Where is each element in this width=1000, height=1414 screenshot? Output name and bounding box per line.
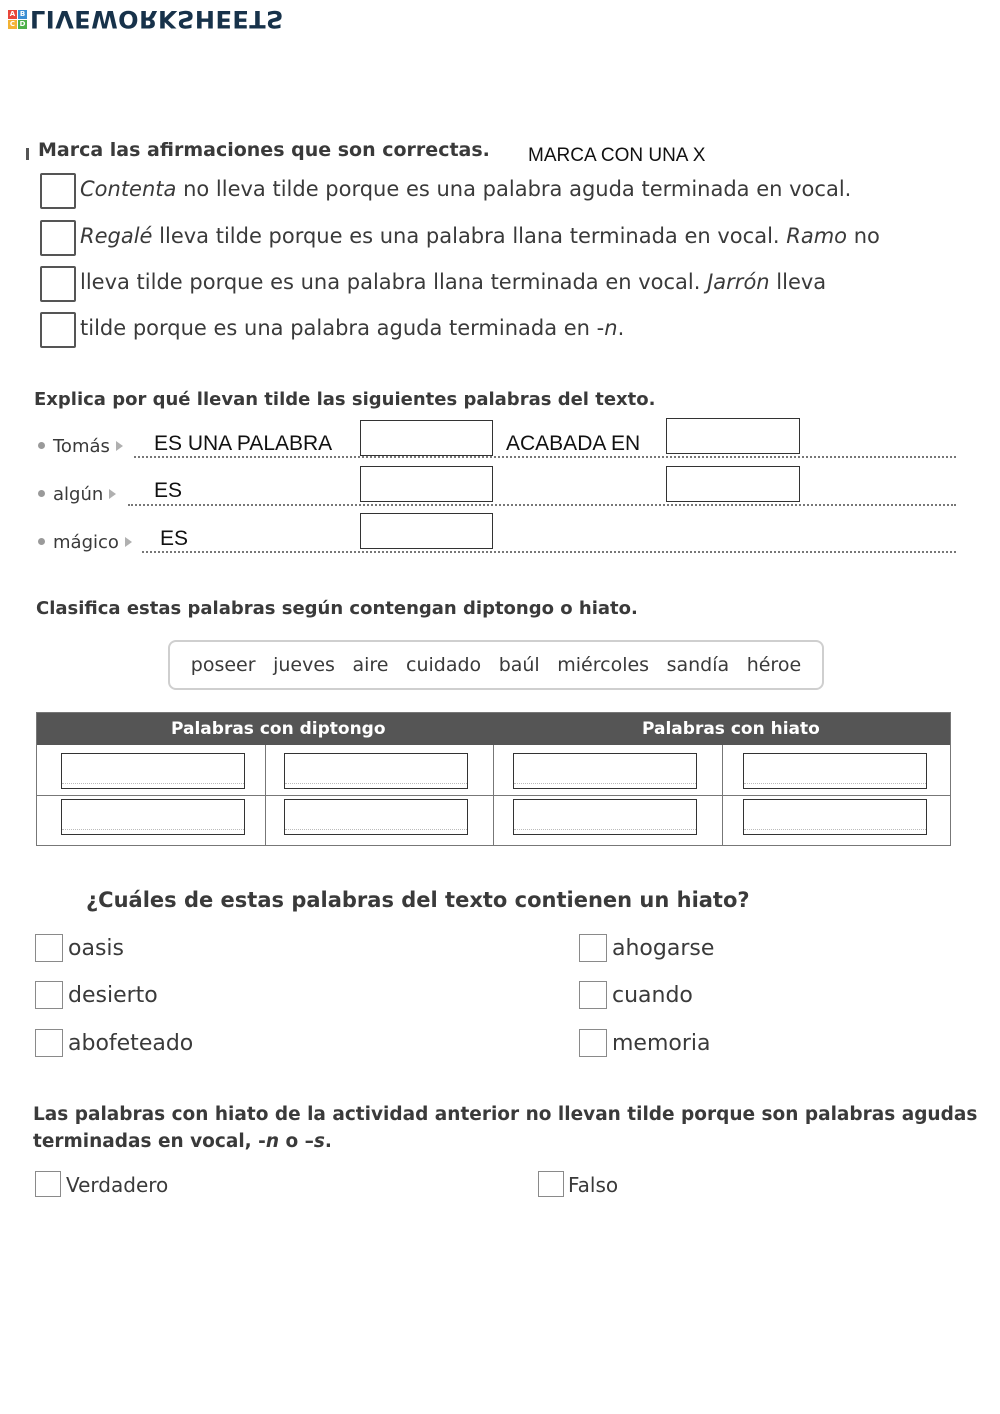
- classification-table: [36, 712, 951, 846]
- bullet-icon: [38, 442, 45, 449]
- statement-checkbox-1[interactable]: [40, 173, 76, 209]
- liveworksheets-logo: [8, 4, 284, 34]
- statement-4-text-b: .: [617, 316, 625, 340]
- answer-line-1: [134, 456, 956, 458]
- statement-line-2: [80, 224, 880, 248]
- section2-title: Explica por qué llevan tilde las siguientes palabras del texto.: [34, 389, 656, 410]
- hiato-option-checkbox-abofeteado[interactable]: [35, 1029, 63, 1057]
- diptongo-input-4[interactable]: [284, 799, 468, 835]
- answer-text-1b: ACABADA EN: [506, 432, 641, 455]
- option-label-desierto: desierto: [68, 983, 158, 1008]
- statement-checkbox-2[interactable]: [40, 220, 76, 256]
- bullet-icon: [38, 490, 45, 497]
- answer-text-2: ES: [154, 479, 183, 502]
- answer-input-1b[interactable]: [666, 418, 800, 454]
- statement-4-italic: n: [604, 316, 618, 340]
- answer-input-1a[interactable]: [360, 420, 493, 456]
- hiato-option-checkbox-oasis[interactable]: [35, 934, 63, 962]
- answer-input-3a[interactable]: [360, 513, 493, 549]
- word-bank-item: poseer: [190, 654, 256, 676]
- answer-text-1: ES UNA PALABRA: [154, 432, 333, 455]
- hiato-option-checkbox-desierto[interactable]: [35, 981, 63, 1009]
- statement-2-text: lleva tilde porque es una palabra llana terminada en vocal.: [152, 224, 787, 248]
- section5-text-n: n: [265, 1131, 280, 1152]
- word-bank-item: baúl: [498, 654, 540, 676]
- statement-line-1: [80, 177, 851, 201]
- table-header: [37, 713, 950, 745]
- hiato-input-3[interactable]: [513, 799, 697, 835]
- statement-line-3: [80, 270, 826, 294]
- word-algun: algún: [53, 484, 104, 505]
- statement-line-4: [80, 316, 624, 340]
- answer-line-2: [128, 504, 956, 506]
- section-marker: [26, 148, 29, 160]
- section5-title-line1: Las palabras con hiato de la actividad anterior no llevan tilde porque son palabras agudas: [33, 1104, 978, 1125]
- arrow-right-icon: [125, 537, 132, 547]
- table-divider: [37, 795, 950, 796]
- statement-checkbox-4[interactable]: [40, 312, 76, 348]
- word-bank-item: aire: [352, 654, 389, 676]
- statement-checkbox-3[interactable]: [40, 266, 76, 302]
- bullet-icon: [38, 538, 45, 545]
- word-bank-item: sandía: [666, 654, 730, 676]
- hiato-option-checkbox-memoria[interactable]: [579, 1029, 607, 1057]
- statement-2-text-b: no: [847, 224, 880, 248]
- hiato-input-1[interactable]: [513, 753, 697, 789]
- logo-blocks: [8, 10, 27, 29]
- word-bank-item: miércoles: [557, 654, 650, 676]
- falso-checkbox[interactable]: [538, 1171, 564, 1197]
- arrow-right-icon: [109, 489, 116, 499]
- diptongo-input-2[interactable]: [284, 753, 468, 789]
- logo-block-b: B: [19, 9, 26, 18]
- section5-text-s: s: [313, 1131, 325, 1152]
- statement-4-text: tilde porque es una palabra aguda terminada en -: [80, 316, 605, 340]
- logo-block-d: D: [19, 19, 26, 28]
- word-row-magico: [38, 532, 132, 553]
- word-tomas: Tomás: [53, 436, 110, 457]
- diptongo-input-1[interactable]: [61, 753, 245, 789]
- header-diptongo: Palabras con diptongo: [171, 719, 386, 739]
- option-label-verdadero: Verdadero: [66, 1173, 169, 1197]
- header-hiato: Palabras con hiato: [642, 719, 820, 739]
- option-label-cuando: cuando: [612, 983, 693, 1008]
- statement-2-italic-b: Ramo: [786, 224, 848, 248]
- answer-text-3: ES: [160, 527, 189, 550]
- section5-text-b: o –: [279, 1131, 314, 1152]
- handwritten-instruction: MARCA CON UNA X: [528, 145, 706, 166]
- diptongo-input-3[interactable]: [61, 799, 245, 835]
- logo-text: LIVEWORKSHEETS: [30, 5, 284, 33]
- section5-text-c: .: [324, 1131, 332, 1152]
- option-label-falso: Falso: [568, 1173, 619, 1197]
- word-row-tomas: [38, 436, 123, 457]
- answer-input-2b[interactable]: [666, 466, 800, 502]
- word-bank-item: jueves: [273, 654, 335, 676]
- option-label-oasis: oasis: [68, 936, 124, 961]
- answer-line-3: [142, 551, 956, 553]
- section4-title: ¿Cuáles de estas palabras del texto contienen un hiato?: [86, 888, 750, 912]
- statement-3-italic: Jarrón: [707, 270, 770, 294]
- section5-title-line2: [33, 1131, 332, 1152]
- hiato-option-checkbox-ahogarse[interactable]: [579, 934, 607, 962]
- word-bank-item: héroe: [746, 654, 802, 676]
- word-bank: [168, 640, 824, 690]
- verdadero-checkbox[interactable]: [35, 1171, 61, 1197]
- section1-title: Marca las afirmaciones que son correctas.: [38, 139, 490, 161]
- word-magico: mágico: [53, 532, 119, 553]
- section3-title: Clasifica estas palabras según contengan diptongo o hiato.: [36, 598, 638, 619]
- arrow-right-icon: [116, 441, 123, 451]
- hiato-input-2[interactable]: [743, 753, 927, 789]
- statement-3-text-b: lleva: [769, 270, 827, 294]
- logo-block-c: C: [9, 19, 16, 28]
- answer-input-2a[interactable]: [360, 466, 493, 502]
- option-label-abofeteado: abofeteado: [68, 1031, 194, 1056]
- word-row-algun: [38, 484, 116, 505]
- statement-1-italic: Contenta: [80, 177, 177, 201]
- hiato-option-checkbox-cuando[interactable]: [579, 981, 607, 1009]
- statement-2-italic: Regalé: [80, 224, 153, 248]
- statement-1-text: no lleva tilde porque es una palabra aguda terminada en vocal.: [176, 177, 852, 201]
- logo-block-a: A: [9, 9, 16, 18]
- statement-3-text: lleva tilde porque es una palabra llana terminada en vocal.: [80, 270, 708, 294]
- word-bank-item: cuidado: [406, 654, 482, 676]
- option-label-memoria: memoria: [612, 1031, 711, 1056]
- hiato-input-4[interactable]: [743, 799, 927, 835]
- section5-text-a: terminadas en vocal, -: [33, 1131, 266, 1152]
- option-label-ahogarse: ahogarse: [612, 936, 715, 961]
